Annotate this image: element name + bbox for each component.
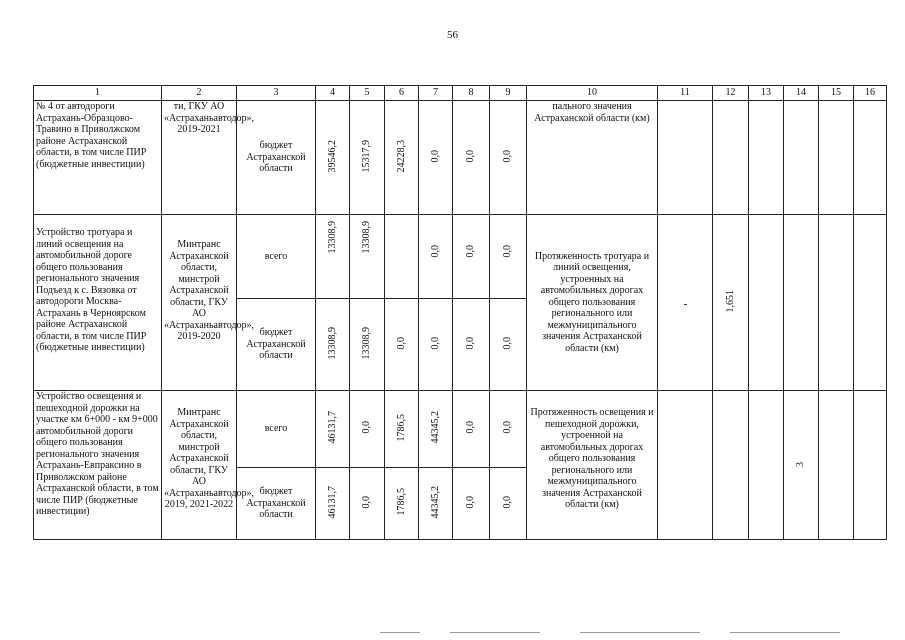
empty-cell: [784, 101, 819, 215]
col-header: 1: [34, 86, 162, 101]
amount-cell: 13308,9: [361, 221, 373, 254]
scan-mark: [380, 632, 420, 633]
empty-cell: [854, 391, 887, 540]
amount-cell: 46131,7: [326, 411, 338, 444]
empty-cell: [713, 101, 749, 215]
amount-cell: 0,0: [465, 149, 477, 162]
indicator-cell: пального значения Астраханской области (км): [527, 101, 658, 215]
amount-cell: 0,0: [502, 245, 514, 258]
empty-cell: [784, 215, 819, 391]
amount-cell: 0,0: [361, 421, 373, 434]
amount-cell: 1786,5: [395, 488, 407, 516]
empty-cell: [658, 391, 713, 540]
amount-cell: 0,0: [465, 495, 477, 508]
col-header: 9: [490, 86, 527, 101]
empty-cell: [819, 215, 854, 391]
col-header: 2: [162, 86, 237, 101]
funding-source: бюджет Астраханской области: [237, 299, 316, 391]
activity-name: № 4 от автодороги Астрахань-Образцово-Травино в Приволжском районе Астраханской области, в том числе ПИР (бюджетные инвестиции): [34, 101, 162, 215]
amount-cell: 0,0: [429, 245, 441, 258]
amount-cell: 46131,7: [326, 485, 338, 518]
amount-cell: 0,0: [502, 495, 514, 508]
amount-cell: 0,0: [429, 336, 441, 349]
indicator-cell: Протяженность освещения и пешеходной дорожки, устроенной на автомобильных дорогах общего пользования регионального или межмуниципального значения Астраханской области (км): [527, 391, 658, 540]
col-header: 6: [385, 86, 419, 101]
col-header: 3: [237, 86, 316, 101]
empty-cell: [749, 215, 784, 391]
amount-cell: 0,0: [465, 336, 477, 349]
col-header: 15: [819, 86, 854, 101]
scan-mark: [450, 632, 540, 633]
executor-cell: ти, ГКУ АО «Астраханьавтодор», 2019-2021: [162, 101, 237, 215]
amount-cell: 0,0: [395, 336, 407, 349]
col-header: 11: [658, 86, 713, 101]
empty-cell: [819, 391, 854, 540]
amount-cell: 0,0: [465, 245, 477, 258]
funding-source: бюджет Астраханской области: [237, 468, 316, 540]
amount-cell: 44345,2: [429, 411, 441, 444]
amount-cell: 0,0: [429, 149, 441, 162]
amount-cell: 15317,9: [361, 139, 373, 172]
col-header: 8: [453, 86, 490, 101]
target-value: 3: [795, 462, 807, 468]
scan-mark: [730, 632, 840, 633]
table-row: [34, 391, 887, 468]
funding-source: всего: [237, 215, 316, 299]
page-number: 56: [447, 29, 458, 41]
column-number-row: [34, 86, 887, 101]
empty-cell: [819, 101, 854, 215]
amount-cell: 44345,2: [429, 485, 441, 518]
col-header: 5: [350, 86, 385, 101]
empty-cell: [658, 101, 713, 215]
amount-cell: 13308,9: [326, 221, 338, 254]
program-table: [33, 85, 887, 540]
funding-source: всего: [237, 391, 316, 468]
amount-cell: 0,0: [502, 421, 514, 434]
amount-cell: 13308,9: [361, 326, 373, 359]
empty-cell: [713, 391, 749, 540]
table-row: [34, 101, 887, 215]
col-header: 4: [316, 86, 350, 101]
col-header: 7: [419, 86, 453, 101]
empty-cell: [854, 101, 887, 215]
amount-cell: 0,0: [361, 495, 373, 508]
activity-name: Устройство освещения и пешеходной дорожки на участке км 6+000 - км 9+000 автомобильной дороги общего пользования регионального значения Астрахань-Евпраксино в Приволжском районе Астраханской области, в том числе ПИР (бюджетные инвестиции): [34, 391, 162, 540]
amount-cell: 1786,5: [395, 413, 407, 441]
empty-cell: [385, 215, 419, 299]
col-header: 14: [784, 86, 819, 101]
empty-cell: [749, 101, 784, 215]
empty-cell: [658, 215, 713, 391]
amount-cell: 0,0: [502, 149, 514, 162]
table-row: [34, 215, 887, 299]
scan-artifacts: [380, 631, 860, 635]
executor-cell: Минтранс Астраханской области, минстрой Астраханской области, ГКУ АО «Астраханьавтодор», 2019, 2021-2022: [162, 391, 237, 540]
col-header: 10: [527, 86, 658, 101]
executor-cell: Минтранс Астраханской области, минстрой Астраханской области, ГКУ АО «Астраханьавтодор», 2019-2020: [162, 215, 237, 391]
amount-cell: 0,0: [465, 421, 477, 434]
empty-cell: [749, 391, 784, 540]
amount-cell: 13308,9: [326, 326, 338, 359]
scan-mark: [580, 632, 700, 633]
scan-mark: [684, 304, 687, 305]
amount-cell: 39546,2: [326, 139, 338, 172]
activity-name: Устройство тротуара и линий освещения на автомобильной дороге общего пользования регионального значения Подъезд к с. Вязовка от автодороги Москва-Астрахань в Черноярском районе Астраханской области, в том числе ПИР (бюджетные инвестиции): [34, 215, 162, 391]
col-header: 12: [713, 86, 749, 101]
empty-cell: [854, 215, 887, 391]
col-header: 16: [854, 86, 887, 101]
col-header: 13: [749, 86, 784, 101]
amount-cell: 0,0: [502, 336, 514, 349]
funding-source: бюджет Астраханской области: [237, 101, 316, 215]
amount-cell: 24228,3: [395, 139, 407, 172]
target-value: 1,651: [724, 289, 736, 312]
indicator-cell: Протяженность тротуара и линий освещения, устроенных на автомобильных дорогах общего пользования регионального или межмуниципального значения Астраханской области (км): [527, 215, 658, 391]
